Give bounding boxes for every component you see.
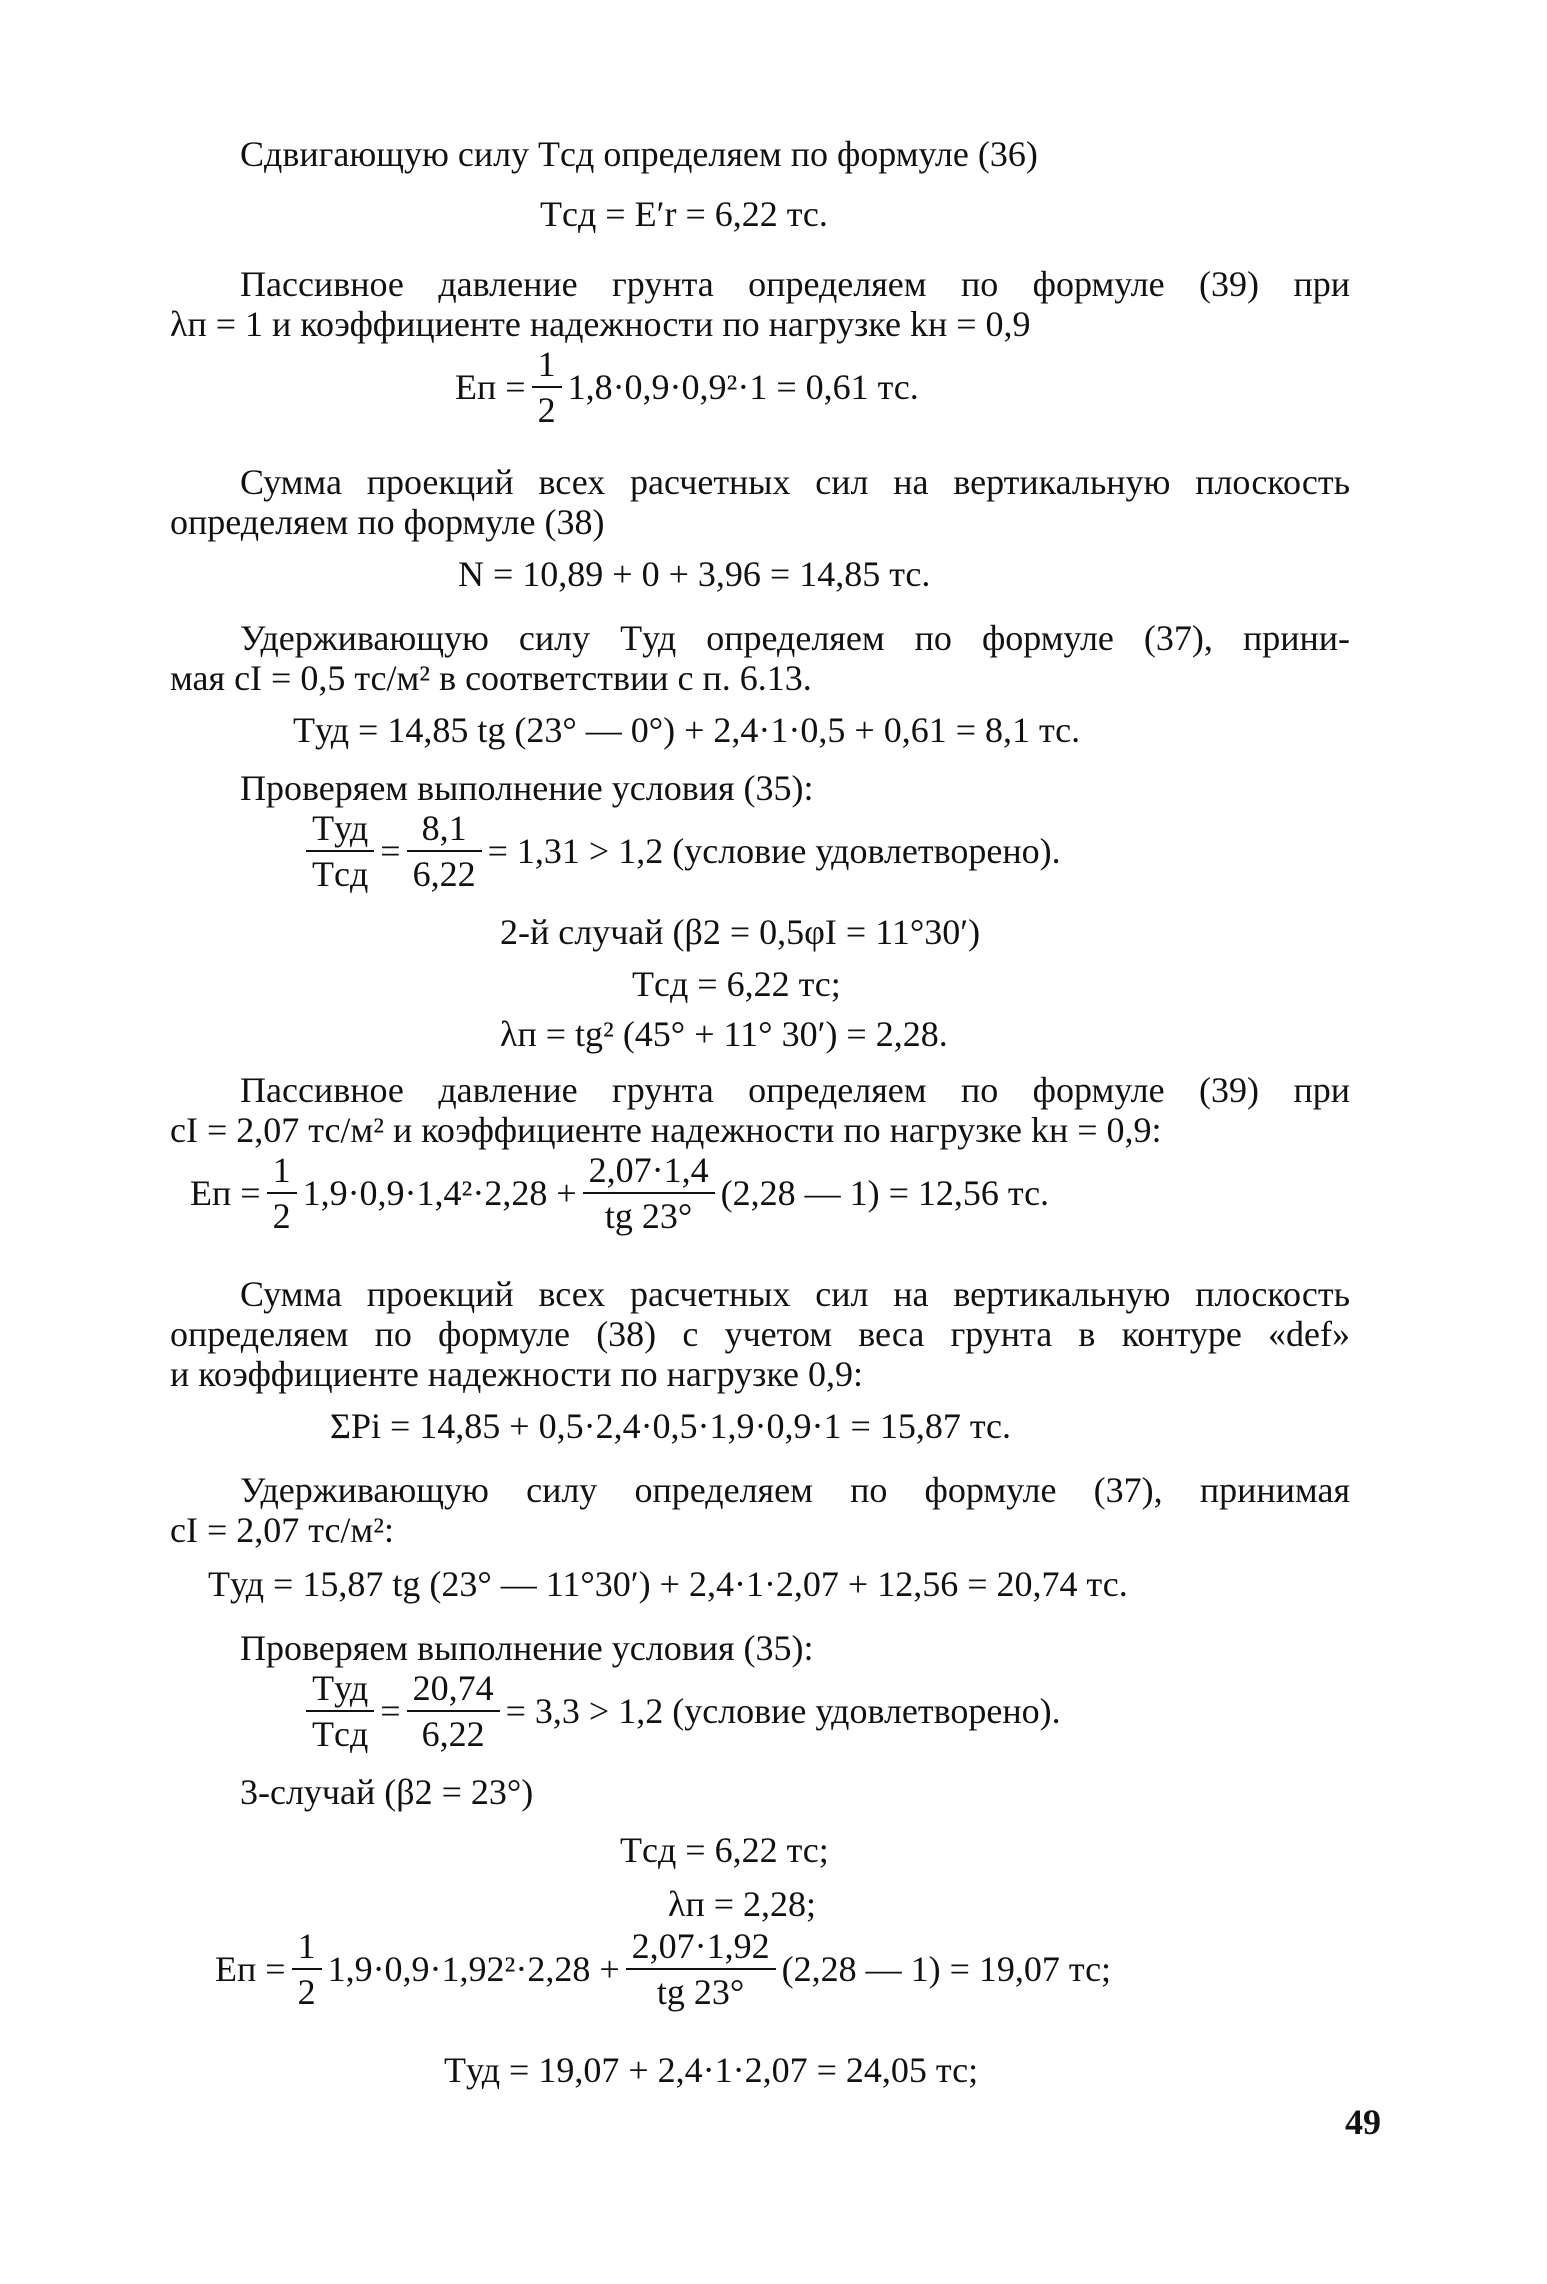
formula-holding-force-3: Tуд = 19,07 + 2,4·1·2,07 = 24,05 тс; bbox=[444, 2050, 979, 2090]
text-line-20: Сумма проекций всех расчетных сил на вертикальную плоскость bbox=[240, 1274, 1350, 1314]
denominator: 2 bbox=[297, 1972, 316, 2012]
numerator: 2,07·1,4 bbox=[583, 1152, 715, 1194]
ratio-result: = 1,31 > 1,2 (условие удовлетворено). bbox=[487, 831, 1061, 871]
formula-middle: 1,9·0,9·1,4²·2,28 + bbox=[302, 1173, 577, 1213]
denominator: Tсд bbox=[312, 1714, 369, 1754]
text-line-22: и коэффициенте надежности по нагрузке 0,9: bbox=[170, 1354, 863, 1394]
fraction-half bbox=[292, 1928, 322, 2010]
formula-lhs: Eп = bbox=[190, 1173, 261, 1213]
formula-rhs: (2,28 — 1) = 12,56 тс. bbox=[720, 1173, 1050, 1213]
formula-rhs: (2,28 — 1) = 19,07 тс; bbox=[781, 1949, 1112, 1989]
formula-holding-force-2: Tуд = 15,87 tg (23° — 11°30′) + 2,4·1·2,07 + 12,56 = 20,74 тс. bbox=[208, 1564, 1128, 1604]
fraction-tud-tsd bbox=[306, 810, 374, 892]
text-line-25: cI = 2,07 тс/м²: bbox=[170, 1510, 394, 1550]
numerator: Tуд bbox=[306, 1670, 374, 1712]
text-line-3: Пассивное давление грунта определяем по формуле (39) при bbox=[240, 264, 1350, 304]
formula-lambda-3: λп = 2,28; bbox=[668, 1884, 817, 1924]
denominator: 6,22 bbox=[421, 1714, 485, 1754]
denominator: Tсд bbox=[312, 854, 369, 894]
numerator: 1 bbox=[267, 1152, 297, 1194]
formula-shear-force-2: Tсд = 6,22 тс; bbox=[632, 964, 841, 1004]
equals-sign: = bbox=[380, 1691, 401, 1731]
case-3-heading: 3-случай (β2 = 23°) bbox=[240, 1772, 534, 1812]
formula-shear-force-3: Tсд = 6,22 тс; bbox=[620, 1830, 829, 1870]
denominator: 2 bbox=[272, 1196, 291, 1236]
formula-lhs: Eп = bbox=[215, 1949, 286, 1989]
denominator: 6,22 bbox=[412, 854, 476, 894]
numerator: 1 bbox=[292, 1928, 322, 1970]
text-line-24: Удерживающую силу определяем по формуле (37), принимая bbox=[240, 1470, 1350, 1510]
numerator: 1 bbox=[532, 346, 562, 388]
denominator: tg 23° bbox=[604, 1196, 693, 1236]
text-line-1: Сдвигающую силу Tсд определяем по формуле (36) bbox=[240, 134, 1038, 174]
formula-lambda-2: λп = tg² (45° + 11° 30′) = 2,28. bbox=[500, 1014, 948, 1054]
formula-ratio-2 bbox=[300, 1670, 1061, 1752]
formula-middle: 1,9·0,9·1,92²·2,28 + bbox=[327, 1949, 620, 1989]
fraction-values bbox=[407, 1670, 500, 1752]
formula-sum-forces: ΣPi = 14,85 + 0,5·2,4·0,5·1,9·0,9·1 = 15,87 тс. bbox=[330, 1406, 1011, 1446]
formula-passive-pressure-2 bbox=[190, 1152, 1049, 1234]
fraction-cohesion bbox=[583, 1152, 715, 1234]
text-line-4: λп = 1 и коэффициенте надежности по нагрузке kн = 0,9 bbox=[170, 304, 1031, 344]
fraction-cohesion bbox=[626, 1928, 776, 2010]
numerator: 20,74 bbox=[407, 1670, 500, 1712]
text-line-27: Проверяем выполнение условия (35): bbox=[240, 1628, 814, 1668]
denominator: 2 bbox=[537, 390, 556, 430]
case-2-heading: 2-й случай (β2 = 0,5φI = 11°30′) bbox=[500, 912, 981, 952]
denominator: tg 23° bbox=[656, 1972, 745, 2012]
formula-shear-force: Tсд = E′r = 6,22 тс. bbox=[540, 194, 828, 234]
formula-passive-pressure-3 bbox=[215, 1928, 1111, 2010]
text-line-21: определяем по формуле (38) с учетом веса грунта в контуре «def» bbox=[170, 1314, 1350, 1354]
formula-normal-force: N = 10,89 + 0 + 3,96 = 14,85 тс. bbox=[458, 554, 931, 594]
fraction-half bbox=[267, 1152, 297, 1234]
equals-sign: = bbox=[380, 831, 401, 871]
page-number: 49 bbox=[1345, 2102, 1381, 2142]
text-line-17: Пассивное давление грунта определяем по формуле (39) при bbox=[240, 1070, 1350, 1110]
numerator: 8,1 bbox=[407, 810, 482, 852]
text-line-18: cI = 2,07 тс/м² и коэффициенте надежности по нагрузке kн = 0,9: bbox=[170, 1110, 1162, 1150]
text-line-10: мая cI = 0,5 тс/м² в соответствии с п. 6.13. bbox=[170, 658, 812, 698]
formula-ratio-1 bbox=[300, 810, 1061, 892]
fraction-values bbox=[407, 810, 482, 892]
ratio-result: = 3,3 > 1,2 (условие удовлетворено). bbox=[505, 1691, 1061, 1731]
text-line-12: Проверяем выполнение условия (35): bbox=[240, 768, 814, 808]
formula-rhs: 1,8·0,9·0,9²·1 = 0,61 тс. bbox=[567, 367, 919, 407]
fraction bbox=[532, 346, 562, 428]
formula-holding-force-1: Tуд = 14,85 tg (23° — 0°) + 2,4·1·0,5 + 0,61 = 8,1 тс. bbox=[293, 710, 1081, 750]
text-line-6: Сумма проекций всех расчетных сил на вертикальную плоскость bbox=[240, 462, 1350, 502]
text-line-9: Удерживающую силу Tуд определяем по формуле (37), прини- bbox=[240, 618, 1350, 658]
text-line-7: определяем по формуле (38) bbox=[170, 502, 605, 542]
fraction-tud-tsd bbox=[306, 1670, 374, 1752]
formula-passive-pressure-1 bbox=[455, 346, 919, 428]
numerator: Tуд bbox=[306, 810, 374, 852]
formula-lhs: Eп = bbox=[455, 367, 526, 407]
numerator: 2,07·1,92 bbox=[626, 1928, 776, 1970]
